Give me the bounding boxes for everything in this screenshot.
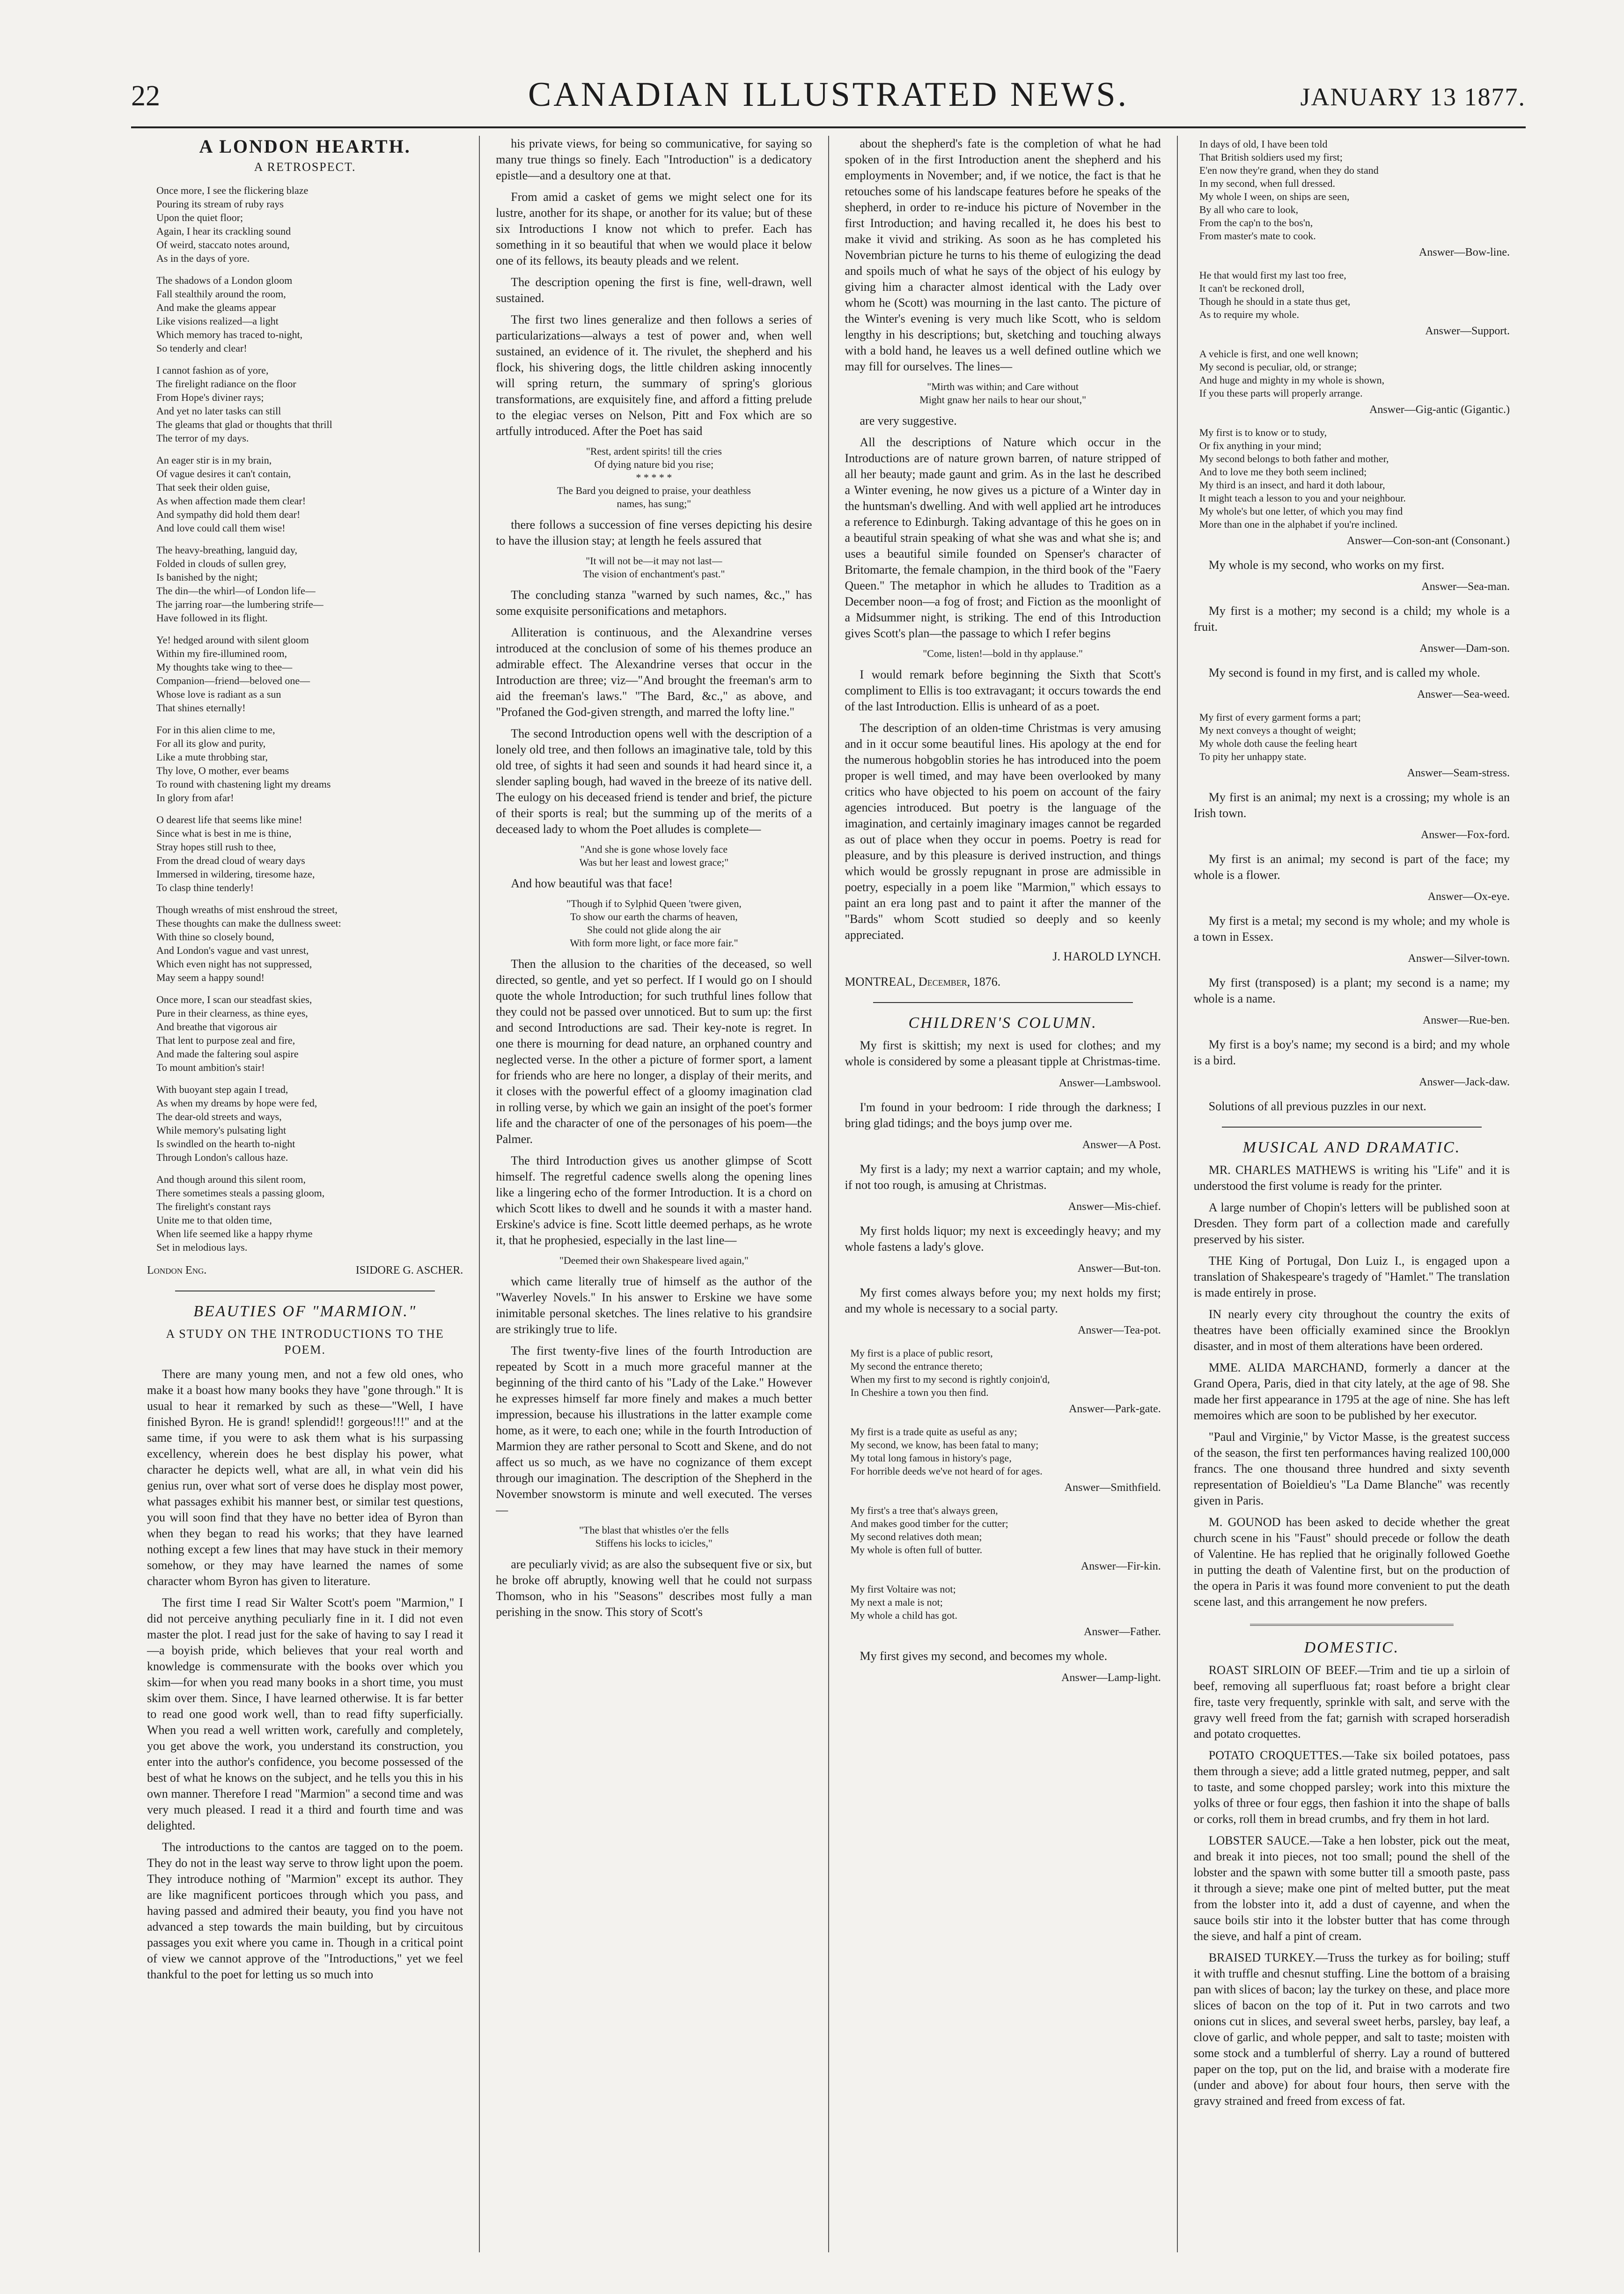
- puzzle-question: My first Voltaire was not; My next a male is not; My whole a child has got.: [850, 1583, 958, 1621]
- puzzles-footer: Solutions of all previous puzzles in our next.: [1208, 1099, 1426, 1113]
- poem-stanza: And though around this silent room, There sometimes steals a passing gloom, The firelight's constant rays Unite me to that olden time, When life seemed like a happy rhyme Set in melodious lays.: [156, 1173, 325, 1253]
- paragraph: The description of an olden-time Christmas is very amusing and in it occur some beautiful lines. His apology at the end for the numerous hobgoblin stories he has introduced into the poem proper is well timed, and may have been overlooked by many critics who have objected to his poem on account of the fairy agencies introduced. But poetry is the language of the imagination, and certainly imaginary images cannot be regarded as out of place when they occur in poems. Poetry is read for pleasure, and by this pleasure is derived instruction, and things which would be grossly repugnant in prose are admissible in poetry, especially in a poem like "Marmion," which essays to paint an era long past and to paint it after the manner of the "Bards" whom Scott studied so deeply and so keenly appreciated.: [845, 721, 1161, 942]
- ornamental-divider: [1250, 1624, 1454, 1626]
- puzzle-question: My first is an animal; my second is part of the face; my whole is a flower.: [1193, 852, 1510, 882]
- puzzle-answer: Answer—Lamp-light.: [1061, 1672, 1161, 1684]
- poem-stanza: The shadows of a London gloom Fall stealthily around the room, And make the gleams appear Like visions realized—a light Which memory has traced to-night, So tenderly and clear!: [156, 274, 303, 354]
- marmion-subtitle: A STUDY ON THE INTRODUCTIONS TO THE POEM.: [166, 1327, 444, 1357]
- puzzle-answer: Answer—A Post.: [1082, 1139, 1161, 1151]
- puzzle-question: A vehicle is first, and one well known; My second is peculiar, old, or strange; And huge and mighty in my whole is shown, If you these parts will properly arrange.: [1199, 348, 1385, 399]
- line-beautiful-face: And how beautiful was that face!: [511, 877, 673, 890]
- puzzle-answer: Answer—Dam-son.: [1419, 642, 1510, 655]
- paragraph: Alliteration is continuous, and the Alexandrine verses introduced at the conclusion of some of his themes produce an admirable effect. The Alexandrine verses that occur in the Introduction are three; viz—"And brought the freeman's arm to aid the freeman's laws." "The Bard, &c.," as above, and "Profaned the God-given strength, and marred the lofty line.": [496, 626, 812, 719]
- marmion-col1-text: [147, 1366, 463, 1983]
- marmion-col2-text-b: [496, 517, 812, 549]
- puzzle-answer: Answer—Ox-eye.: [1427, 891, 1510, 903]
- puzzle-question: My first is skittish; my next is used for clothes; and my whole is considered by some a pleasant tipple at Christmas-time.: [845, 1039, 1161, 1068]
- paragraph: MME. ALIDA MARCHAND, formerly a dancer at the Grand Opera, Paris, died in that city lately, at the age of 98. She made her first appearance in 1795 at the age of nine. She has left memoires which are soon to be published by her executor.: [1193, 1361, 1510, 1422]
- poem-stanza: Though wreaths of mist enshroud the street, These thoughts can make the dullness sweet: With thine so closely bound, And London's vague and vast unrest, Which even night has not suppressed, May seem a happy sound!: [156, 904, 341, 983]
- masthead: [131, 70, 1526, 128]
- paragraph: there follows a succession of fine verses depicting his desire to have the illusion stay; at length he feels assured that: [496, 518, 812, 547]
- marmion-col2-text-d: [496, 956, 812, 1248]
- quote-mirth: "Mirth was within; and Care without Might gnaw her nails to hear our shout,": [919, 381, 1087, 406]
- puzzle-question: My whole is my second, who works on my first.: [1208, 558, 1445, 572]
- paragraph: his private views, for being so communicative, for saying so many true things so finely. Each "Introduction" is a dedicatory epistle—and a desultory one at that.: [496, 137, 812, 182]
- puzzle-answer: Answer—Park-gate.: [1069, 1403, 1161, 1415]
- puzzle-answer: Answer—Sea-man.: [1421, 581, 1510, 593]
- marmion-col3-text-c: [845, 667, 1161, 943]
- marmion-title: BEAUTIES OF "MARMION.": [193, 1303, 417, 1320]
- paragraph: ROAST SIRLOIN OF BEEF.—Trim and tie up a sirloin of beef, removing all superfluous fat; roast before a bright clear fire, taste very frequently, sprinkle with salt, and serve with the gravy well freed from the fat; garnish with scraped horseradish and potato croquettes.: [1193, 1663, 1510, 1741]
- puzzle-question: My first is a metal; my second is my whole; and my whole is a town in Essex.: [1193, 914, 1510, 944]
- puzzle-question: My second is found in my first, and is called my whole.: [1208, 666, 1480, 679]
- quote-shakespeare: "Deemed their own Shakespeare lived again,": [559, 1254, 749, 1266]
- puzzle-answer: Answer—Con-son-ant (Consonant.): [1347, 535, 1510, 547]
- paragraph: The description opening the first is fine, well-drawn, well sustained.: [496, 275, 812, 305]
- puzzle-question: My first is a boy's name; my second is a bird; and my whole is a bird.: [1193, 1038, 1510, 1067]
- quote-blast: "The blast that whistles o'er the fells Stiffens his locks to icicles,": [579, 1524, 729, 1549]
- paragraph: LOBSTER SAUCE.—Take a hen lobster, pick out the meat, and break it into pieces, not too small; pound the shell of the lobster and the spawn with some butter till a smooth paste, pass it through a sieve; make one pint of melted butter, put the meat from the lobster into it, add a dust of cayenne, and when the sauce boils stir into it the lobster butter that has come through the sieve, and half a pint of cream.: [1193, 1834, 1510, 1943]
- paragraph: The first two lines generalize and then follows a series of particularizations—always a test of power and, when well sustained, an evidence of it. The rivulet, the shepherd and his flock, his shivering dogs, the little children asking innocently will spring return, the summary of spring's glorious transformations, are exquisitely fine, and afford a fitting prelude to the elegiac verses on Nelson, Pitt and Fox which are so artfully introduced. After the Poet has said: [496, 313, 812, 438]
- puzzle-question: In days of old, I have been told That British soldiers used my first; E'en now they're grand, when they do stand In my second, when full dressed. My whole I ween, on ships are seen, By all who care to look, From the cap'n to the bos'n, From master's mate to cook.: [1199, 138, 1379, 242]
- quote-vision: "It will not be—it may not last— The vision of enchantment's past.": [583, 555, 725, 580]
- puzzle-question: My first of every garment forms a part; My next conveys a thought of weight; My whole doth cause the feeling heart To pity her unhappy state.: [1199, 711, 1361, 762]
- column-2: [480, 136, 829, 2252]
- puzzle-answer: Answer—Mis-chief.: [1068, 1201, 1161, 1213]
- newspaper-title: CANADIAN ILLUSTRATED NEWS.: [528, 75, 1129, 114]
- poem-stanza: I cannot fashion as of yore, The firelight radiance on the floor From Hope's diviner rays; And yet no later tasks can still The gleams that glad or thoughts that thrill The terror of my days.: [156, 364, 332, 444]
- poem-place: London Eng.: [147, 1264, 207, 1276]
- paragraph: MR. CHARLES MATHEWS is writing his "Life" and it is understood the first volume is ready for the printer.: [1193, 1163, 1510, 1193]
- poem-signature: [147, 1262, 463, 1278]
- puzzles-col4: [1194, 138, 1510, 1090]
- marmion-col2-text-a: [496, 136, 812, 439]
- paragraph: The first twenty-five lines of the fourth Introduction are repeated by Scott in a much more graceful manner at the beginning of the third canto of his "Lady of the Lake." However he expresses himself far more finely and makes a much better impression, because his illustrations in the latter example come home, as it were, to each one; while in the fourth Introduction of Marmion they are rather personal to Scott and Skene, and do not affect us so much, as we have no cognizance of them except through our imagination. The description of the Shepherd in the November snowstorm is minute and well executed. The verses—: [496, 1344, 812, 1517]
- marmion-col2-text-c: [496, 587, 812, 837]
- domestic-text: [1194, 1662, 1510, 2109]
- quote-rest-ardent: "Rest, ardent spirits! till the cries Of dying nature bid you rise; * * * * * The Bard you deigned to praise, your deathless names, has sung;": [557, 445, 751, 509]
- divider: [1222, 1127, 1482, 1128]
- paragraph: The first time I read Sir Walter Scott's poem "Marmion," I did not perceive anything peculiarly fine in it. I did not even master the plot. I read just for the sake of having to say I read it—a boyish pride, which believes that your real worth and knowledge is commensurate with the books over which you skim—for when you read many books in a short time, you must skim over them. Since, I have learned otherwise. It is far better to read one good work well, than to read fifty superficially. When you read a well written work, carefully and completely, you get above the work, you understand its construction, you enter into the author's confidence, you become possessed of the best of what he knows on the subject, and he tells you this in his own manner. Therefore I read "Marmion" a second time and was very much pleased. I read it a third and fourth time and was delighted.: [147, 1596, 463, 1832]
- paragraph: "Paul and Virginie," by Victor Masse, is the greatest success of the season, the first ten performances having realized 100,000 francs. The one thousand three hundred and sixty seventh representation of Boieldieu's "La Dame Blanche" was recently given in Paris.: [1193, 1430, 1510, 1507]
- paragraph: M. GOUNOD has been asked to decide whether the great church scene in his "Faust" should precede or follow the death of Valentine. He has replied that he originally followed Goethe in putting the death of Valentine first, but on the production of the opera in Paris it was found more convenient to put the death scene last, and this arrangement he now prefers.: [1193, 1515, 1510, 1608]
- puzzle-question: My first's a tree that's always green, And makes good timber for the cutter; My second relatives doth mean; My whole is often full of butter.: [850, 1505, 1008, 1556]
- paragraph: are peculiarly vivid; as are also the subsequent five or six, but he broke off abruptly, knowing well that he could not surpass Thomson, who in his "Seasons" describes most fully a man perishing in the snow. This story of Scott's: [496, 1557, 812, 1619]
- puzzle-answer: Answer—Fir-kin.: [1080, 1560, 1161, 1572]
- puzzle-answer: Answer—Rue-ben.: [1423, 1014, 1510, 1026]
- puzzle-question: He that would first my last too free, It can't be reckoned droll, Though he should in a state thus get, As to require my whole.: [1199, 269, 1351, 320]
- paragraph: which came literally true of himself as the author of the "Waverley Novels." In his answer to Erskine we have some inimitable personal sketches. The lines relative to his grandsire are strikingly true to life.: [496, 1275, 812, 1336]
- puzzle-answer: Answer—Support.: [1425, 325, 1510, 337]
- poem-stanza: Ye! hedged around with silent gloom Within my fire-illumined room, My thoughts take wing to thee— Companion—friend—beloved one— Whose love is radiant as a sun That shines eternally!: [156, 634, 310, 714]
- poem-subtitle: A RETROSPECT.: [254, 160, 356, 174]
- puzzle-question: My first is a place of public resort, My second the entrance thereto; When my first to my second is rightly conjoin'd, In Cheshire a town you then find.: [850, 1347, 1050, 1398]
- marmion-col2-text-e: [496, 1274, 812, 1518]
- column-1: [131, 136, 480, 2252]
- puzzle-answer: Answer—Fox-ford.: [1421, 829, 1510, 841]
- page-number: 22: [131, 80, 160, 112]
- puzzle-answer: Answer—Father.: [1084, 1626, 1161, 1638]
- puzzle-answer: Answer—Jack-daw.: [1419, 1076, 1510, 1088]
- marmion-col2-text-f: [496, 1556, 812, 1620]
- puzzle-question: My first (transposed) is a plant; my second is a name; my whole is a name.: [1193, 976, 1510, 1005]
- poem-stanzas: [147, 184, 463, 1254]
- puzzle-question: My first comes always before you; my next holds my first; and my whole is necessary to a social party.: [845, 1286, 1161, 1315]
- divider: [873, 1002, 1133, 1003]
- puzzle-answer: Answer—Gig-antic (Gigantic.): [1369, 404, 1510, 416]
- puzzle-answer: Answer—Sea-weed.: [1417, 688, 1510, 701]
- puzzle-answer: Answer—Smithfield.: [1064, 1482, 1161, 1494]
- musical-title: MUSICAL AND DRAMATIC.: [1242, 1139, 1461, 1156]
- puzzle-answer: Answer—Tea-pot.: [1078, 1324, 1161, 1336]
- children-title: CHILDREN'S COLUMN.: [908, 1014, 1097, 1032]
- columns: [131, 136, 1526, 2252]
- paragraph: All the descriptions of Nature which occur in the Introductions are of nature grown barren, of nature stripped of all her beauty; made gaunt and grim. As in the last he described a Winter evening, he now gives us a picture of a Winter day in the huntsman's dwelling. And with well applied art he introduces a reference to Edinburgh. Taking advantage of this he goes on in a beautiful strain speaking of what she was and what she is; and uses a beautiful simile founded on Spenser's character of Britomarte, the female champion, in the third book of the "Faery Queen." The metaphor in which he alludes to Tradition as a December noon—a fog of frost; and Fiction as the moonlight of a Midsummer night, is striking. The end of this Introduction gives Scott's plan—the passage to which I refer begins: [845, 435, 1161, 640]
- poem-stanza: For in this alien clime to me, For all its glow and purity, Like a mute throbbing star, Thy love, O mother, ever beams To round with chastening light my dreams In glory from afar!: [156, 724, 331, 804]
- domestic-title: DOMESTIC.: [1304, 1639, 1400, 1656]
- musical-text: [1194, 1162, 1510, 1610]
- column-4: [1178, 136, 1526, 2252]
- paragraph: The introductions to the cantos are tagged on to the poem. They do not in the least way serve to throw light upon the poem. They introduce nothing of "Marmion" except its author. They are like magnificent porticoes through which you pass, and having passed and admired their beauty, you find you have not advanced a step towards the main building, but by circuitous passages you exit where you came in. Though in a critical point of view we cannot approve of the "Introductions," yet we feel thankful to the poet for letting us so much into: [147, 1840, 463, 1981]
- poem-stanza: With buoyant step again I tread, As when my dreams by hope were fed, The dear-old streets and ways, While memory's pulsating light Is swindled on the hearth to-night Through London's callous haze.: [156, 1084, 317, 1163]
- puzzle-answer: Answer—Lambswool.: [1058, 1077, 1161, 1089]
- puzzle-question: I'm found in your bedroom: I ride through the darkness; I bring glad tidings; and the boys jump over me.: [845, 1100, 1161, 1130]
- puzzle-question: My first holds liquor; my next is exceedingly heavy; and my whole fastens a lady's glove.: [845, 1224, 1161, 1254]
- puzzle-question: My first is an animal; my next is a crossing; my whole is an Irish town.: [1193, 790, 1510, 820]
- issue-date: JANUARY 13 1877.: [1300, 83, 1526, 111]
- paragraph: BRAISED TURKEY.—Truss the turkey as for boiling; stuff it with truffle and chesnut stuffing. Line the bottom of a braising pan with slices of bacon; lay the turkey on these, and place more slices of bacon on the top of it. Put in two carrots and two onions cut in slices, and several sweet herbs, parsley, bay leaf, a clove of garlic, and whole pepper, and salt to taste; moisten with some stock and a tumblerful of sherry. Lay a round of buttered paper on the top, put on the lid, and braise with a moderate fire (under and above) for about four hours, then serve with the gravy strained and freed from excess of fat.: [1193, 1951, 1510, 2108]
- puzzle-answer: Answer—Silver-town.: [1408, 952, 1510, 965]
- paragraph: A large number of Chopin's letters will be published soon at Dresden. They form part of a collection made and carefully preserved by his sister.: [1193, 1201, 1510, 1246]
- quote-come-listen: "Come, listen!—bold in thy applause.": [923, 648, 1083, 659]
- puzzle-question: My first is to know or to study, Or fix anything in your mind; My second belongs to both father and mother, And to love me they both seem inclined; My third is an insect, and hard it doth labour, It might teach a lesson to you and your neighbour. My whole's but one letter, of which you may find More than one in the alphabet if you're inclined.: [1199, 427, 1406, 530]
- puzzle-answer: Answer—Seam-stress.: [1407, 767, 1510, 779]
- paragraph: THE King of Portugal, Don Luiz I., is engaged upon a translation of Shakespeare's tragedy of "Hamlet." The translation is made entirely in prose.: [1193, 1254, 1510, 1299]
- puzzle-answer: Answer—Bow-line.: [1419, 246, 1510, 258]
- paragraph: I would remark before beginning the Sixth that Scott's compliment to Ellis is too extravagant; it occurs towards the end of the last Introduction. Ellis is unheard of as a poet.: [845, 668, 1161, 713]
- paragraph: The third Introduction gives us another glimpse of Scott himself. The regretful cadence swells along the opening lines like a lingering echo of the former Introduction. It is a chord on which Scott likes to dwell and he sounds it with a master hand. Erskine's advice is fine. Scott little deemed perhaps, as he wrote it, that he prophesied, especially in the last line—: [496, 1154, 812, 1247]
- column-3: [829, 136, 1178, 2252]
- puzzles-col3: [845, 1038, 1161, 1686]
- marmion-col3-text-a: [845, 136, 1161, 375]
- quote-sylphid-queen: "Though if to Sylphid Queen 'twere given, To show our earth the charms of heaven, She could not glide along the air With form more light, or face more fair.": [566, 898, 742, 949]
- marmion-col3-text-b: [845, 435, 1161, 642]
- paragraph: Then the allusion to the charities of the deceased, so well directed, so gentle, and yet so perfect. If I would go on I should quote the whole Introduction; for such truthful lines follow that they could not be passed over unnoticed. But to sum up: the first and second Introductions are sad. Their key-note is regret. In one there is mourning for dead nature, an orphaned country and neglected verse. In the other a picture of former sport, a lament for friends who are here no longer, a display of their merits, and it closes with the powerful effect of a gloomy imagination clad in rolling verse, by which we gain an insight of the poet's former life and the character of one of the personages of his poem—the Palmer.: [496, 957, 812, 1146]
- puzzle-question: My first is a lady; my next a warrior captain; and my whole, if not too rough, is amusing at Christmas.: [845, 1162, 1161, 1192]
- paragraph: The concluding stanza "warned by such names, &c.," has some exquisite personifications and metaphors.: [496, 588, 812, 618]
- paragraph: The second Introduction opens well with the description of a lonely old tree, and then follows an imaginative tale, told by this old tree, of sights it had seen and sounds it had heard since it, a slender sapling bough, had waved in the breeze of its native dell. The eulogy on his deceased friend is tender and brief, the picture of their sports is real; but the summing up of the merits of a deceased lady to whom the Poet alludes is complete—: [496, 727, 812, 836]
- paragraph: There are many young men, and not a few old ones, who make it a boast how many books they have "gone through." It is usual to hear it remarked by such as these—"Well, I have finished Byron. He is grand! splendid!! gorgeous!!!" and at the same time, if you were to ask them what is his surpassing excellency, wherein does he best display his power, what character he depicts well, what are all, in what vein did his genius run, over what sort of verse does he display most power, what passages exhibit his manner best, or similar test questions, you will soon find that they have no better idea of Byron than when they began to read his works; that they have learned nothing except a few lines that may have stuck in their memory somehow, or they may have learned the names of some character whom Byron has given to literature.: [147, 1367, 463, 1588]
- marmion-place-date: MONTREAL, December, 1876.: [845, 975, 1001, 988]
- poem-stanza: Once more, I scan our steadfast skies, Pure in their clearness, as thine eyes, And breathe that vigorous air That lent to purpose zeal and fire, And made the faltering soul aspire To mount ambition's stair!: [156, 994, 312, 1073]
- puzzle-question: My first gives my second, and becomes my whole.: [860, 1649, 1108, 1663]
- poem-stanza: The heavy-breathing, languid day, Folded in clouds of sullen grey, Is banished by the night; The din—the whirl—of London life— The jarring roar—the lumbering strife— Have followed in its flight.: [156, 544, 323, 624]
- paragraph: IN nearly every city throughout the country the exits of theatres have been officially examined since the Brooklyn disaster, and in most of them alterations have been ordered.: [1193, 1307, 1510, 1353]
- poem-stanza: O dearest life that seems like mine! Since what is best in me is thine, Stray hopes still rush to thee, From the dread cloud of weary days Immersed in wildering, tiresome haze, To clasp thine tenderly!: [156, 814, 315, 893]
- marmion-author: J. HAROLD LYNCH.: [1052, 950, 1161, 963]
- poem-stanza: An eager stir is in my brain, Of vague desires it can't contain, That seek their olden guise, As when affection made them clear! And sympathy did hold them dear! And love could call them wise!: [156, 454, 306, 534]
- puzzle-answer: Answer—But-ton.: [1077, 1262, 1161, 1275]
- paragraph: From amid a casket of gems we might select one for its lustre, another for its shape, or another for its value; but of these six Introductions I know not which to prefer. Each has something in it so beautiful that when we would place it below one of its fellows, its beauty pleads and we relent.: [496, 190, 812, 267]
- puzzle-question: My first is a mother; my second is a child; my whole is a fruit.: [1193, 604, 1510, 634]
- paragraph: POTATO CROQUETTES.—Take six boiled potatoes, pass them through a sieve; add a little grated nutmeg, pepper, and salt to taste, and some chopped parsley; work into this mixture the yolks of three or four eggs, then fashion it into the shape of balls or corks, roll them in bread crumbs, and fry them in hot lard.: [1193, 1748, 1510, 1826]
- quote-she-is-gone: "And she is gone whose lovely face Was but her least and lowest grace;": [579, 843, 729, 868]
- puzzle-question: My first is a trade quite as useful as any; My second, we know, has been fatal to many; My total long famous in history's page, For horrible deeds we've not heard of for ages.: [850, 1426, 1043, 1477]
- poem-stanza: Once more, I see the flickering blaze Pouring its stream of ruby rays Upon the quiet floor; Again, I hear its crackling sound Of weird, staccato notes around, As in the days of yore.: [156, 184, 309, 264]
- paragraph: about the shepherd's fate is the completion of what he had spoken of in the first Introduction anent the shepherd and his employments in November; and, if we notice, the fact is that he retouches some of his landscape features before he speaks of the shepherd, in order to re-induce his picture of November in the first Introduction; and having recalled it, he does his best to make it vivid and striking. As soon as he has completed his Novembrian picture he turns to his theme of eulogizing the dead and spoils much of what he says of the object of his eulogy by giving him a character almost identical with the Lady over whom he (Scott) was mourning in the last canto. The picture of the Winter's evening is very much like Scott, who is seldom lengthy in his descriptions; but, sketching and touching always with a bold hand, he leaves us a well defined outline which we may fill for ourselves. The lines—: [845, 137, 1161, 373]
- poem-title: A LONDON HEARTH.: [199, 136, 411, 157]
- line-suggestive: are very suggestive.: [860, 414, 957, 428]
- poem-author: ISIDORE G. ASCHER.: [355, 1264, 463, 1276]
